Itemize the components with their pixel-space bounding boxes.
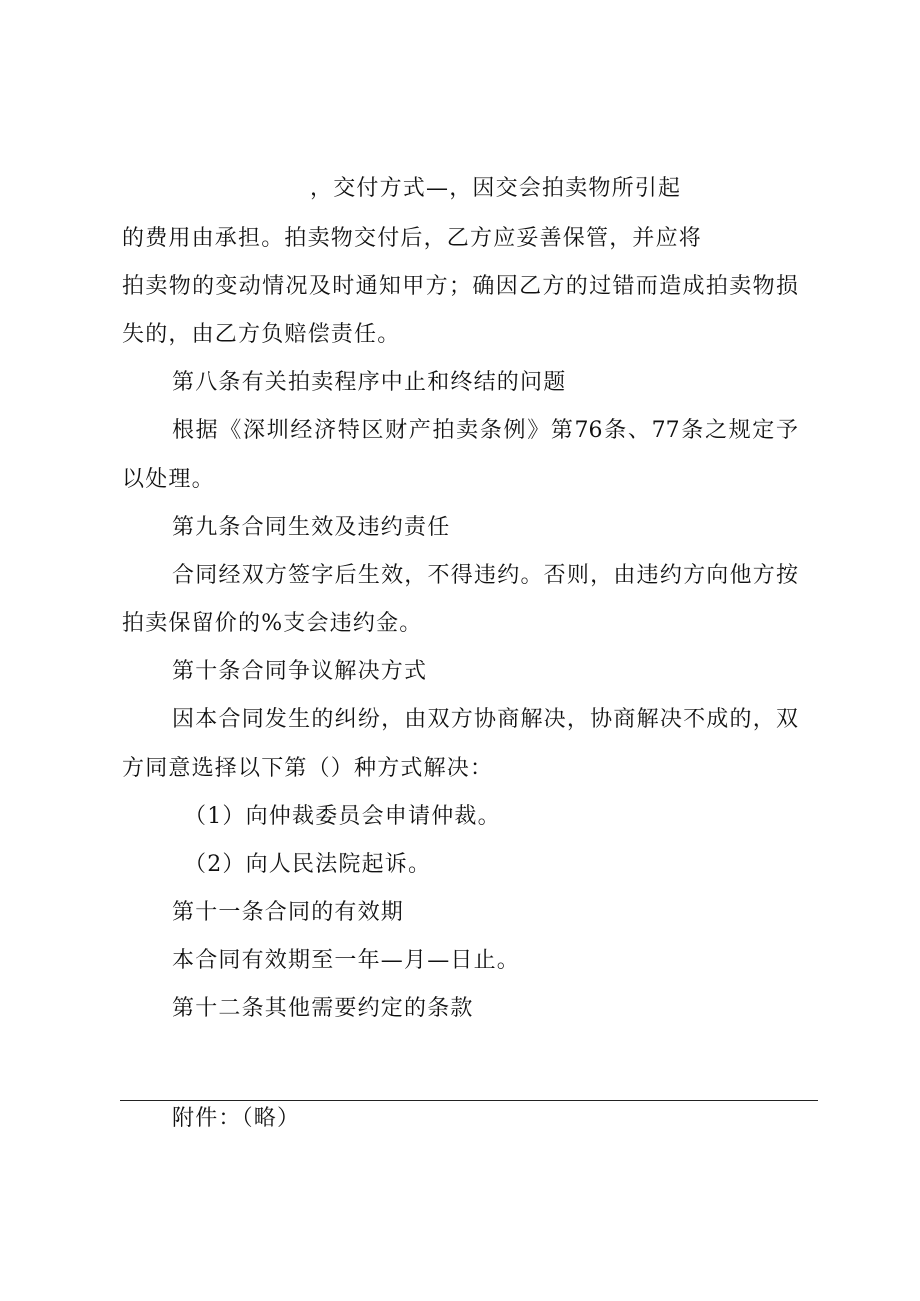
footnote: 附件：（略） xyxy=(172,1106,301,1131)
text-line: 本合同有效期至一年—月—日止。 xyxy=(172,948,521,973)
text-line: 合同经双方签字后生效，不得违约。否则，由违约方向他方按 xyxy=(172,563,798,588)
text-line: 方同意选择以下第（）种方式解决： xyxy=(122,756,494,781)
text-line: 因本合同发生的纠纷，由双方协商解决，协商解决不成的，双 xyxy=(172,707,798,732)
text-line: 根据《深圳经济特区财产拍卖条例》第76条、77条之规定予 xyxy=(172,418,798,443)
text-line: 拍卖保留价的%支会违约金。 xyxy=(122,611,423,636)
section-heading-10: 第十条合同争议解决方式 xyxy=(172,659,428,684)
section-heading-8: 第八条有关拍卖程序中止和终结的问题 xyxy=(172,370,567,395)
text-line: 以处理。 xyxy=(122,467,215,492)
section-heading-11: 第十一条合同的有效期 xyxy=(172,900,405,925)
text-line: 拍卖物的变动情况及时通知甲方；确因乙方的过错而造成拍卖物损 xyxy=(122,274,798,299)
section-heading-12: 第十二条其他需要约定的条款 xyxy=(172,996,474,1021)
list-item: （1）向仲裁委员会申请仲裁。 xyxy=(184,804,501,829)
footnote-divider xyxy=(120,1100,818,1101)
section-heading-9: 第九条合同生效及违约责任 xyxy=(172,515,451,540)
text-line: ，交付方式—，因交会拍卖物所引起 xyxy=(310,176,682,201)
text-line: 的费用由承担。拍卖物交付后，乙方应妥善保管，并应将 xyxy=(122,226,703,251)
list-item: （2）向人民法院起诉。 xyxy=(184,852,432,877)
text-line: 失的，由乙方负赔偿责任。 xyxy=(122,322,401,347)
